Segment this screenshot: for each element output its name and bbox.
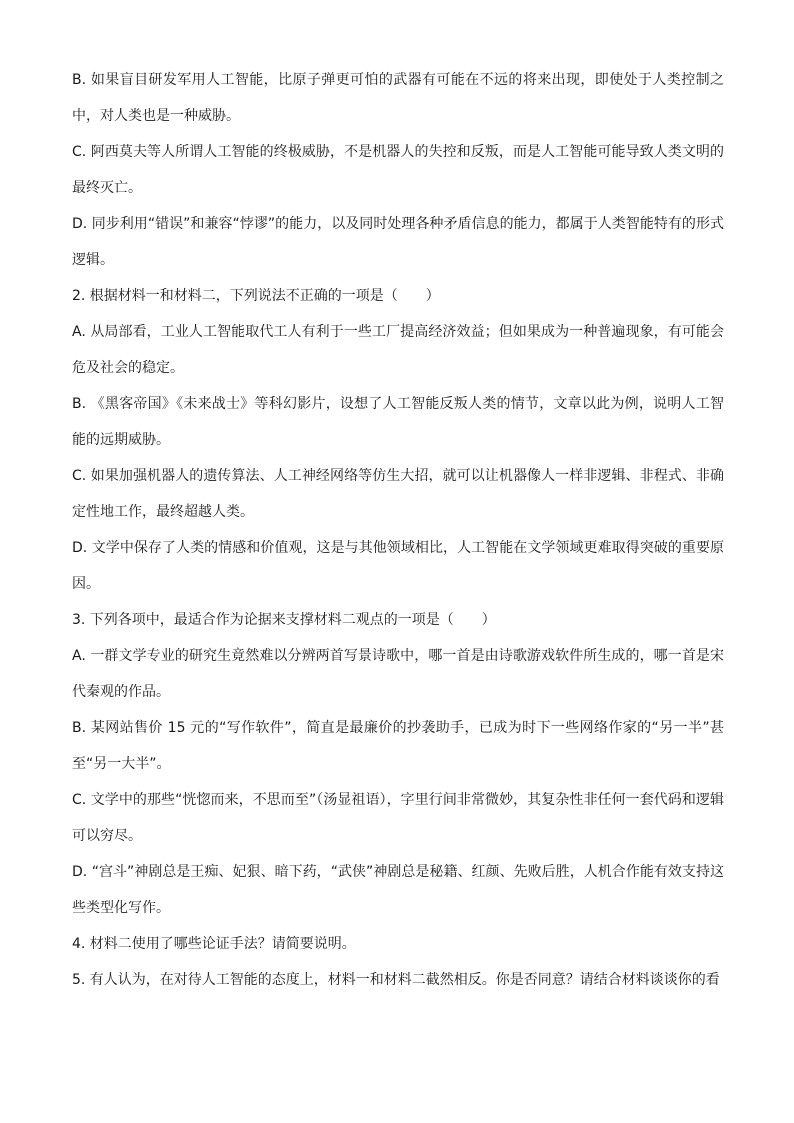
option-1b: B. 如果盲目研发军用人工智能，比原子弹更可怕的武器有可能在不远的将来出现，即使处于人类控制之中，对人类也是一种威胁。 — [72, 72, 724, 124]
question-3: 3. 下列各项中，最适合作为论据来支撑材料二观点的一项是（ ） — [72, 612, 496, 628]
question-5: 5. 有人认为，在对待人工智能的态度上，材料一和材料二截然相反。你是否同意？请结合材料谈谈你的看 — [72, 972, 720, 988]
option-2a: A. 从局部看，工业人工智能取代工人有利于一些工厂提高经济效益；但如果成为一种普遍现象，有可能会危及社会的稳定。 — [72, 324, 724, 376]
option-2b: B. 《黑客帝国》《未来战士》等科幻影片，设想了人工智能反叛人类的情节，文章以此为例，说明人工智能的远期威胁。 — [72, 396, 724, 448]
option-3d: D. “宫斗”神剧总是王痴、妃狠、暗下药，“武侠”神剧总是秘籍、红颜、先败后胜，人机合作能有效支持这些类型化写作。 — [72, 864, 724, 916]
option-2c: C. 如果加强机器人的遗传算法、人工神经网络等仿生大招，就可以让机器像人一样非逻辑、非程式、非确定性地工作，最终超越人类。 — [72, 468, 724, 520]
option-3b: B. 某网站售价 15 元的“写作软件”，简直是最廉价的抄袭助手，已成为时下一些网络作家的“另一半”甚至“另一大半”。 — [72, 720, 724, 772]
exam-page — [72, 62, 724, 998]
question-2: 2. 根据材料一和材料二，下列说法不正确的一项是（ ） — [72, 288, 440, 304]
option-1c: C. 阿西莫夫等人所谓人工智能的终极威胁，不是机器人的失控和反叛，而是人工智能可能导致人类文明的最终灭亡。 — [72, 144, 724, 196]
option-2d: D. 文学中保存了人类的情感和价值观，这是与其他领域相比，人工智能在文学领域更难取得突破的重要原因。 — [72, 540, 724, 592]
question-4: 4. 材料二使用了哪些论证手法？请简要说明。 — [72, 936, 356, 952]
option-3a: A. 一群文学专业的研究生竟然难以分辨两首写景诗歌中，哪一首是由诗歌游戏软件所生成的，哪一首是宋代秦观的作品。 — [72, 648, 724, 700]
option-3c: C. 文学中的那些“恍惚而来，不思而至”（汤显祖语），字里行间非常微妙，其复杂性非任何一套代码和逻辑可以穷尽。 — [72, 792, 724, 844]
option-1d: D. 同步利用“错误”和兼容“悖谬”的能力，以及同时处理各种矛盾信息的能力，都属于人类智能特有的形式逻辑。 — [72, 216, 724, 268]
